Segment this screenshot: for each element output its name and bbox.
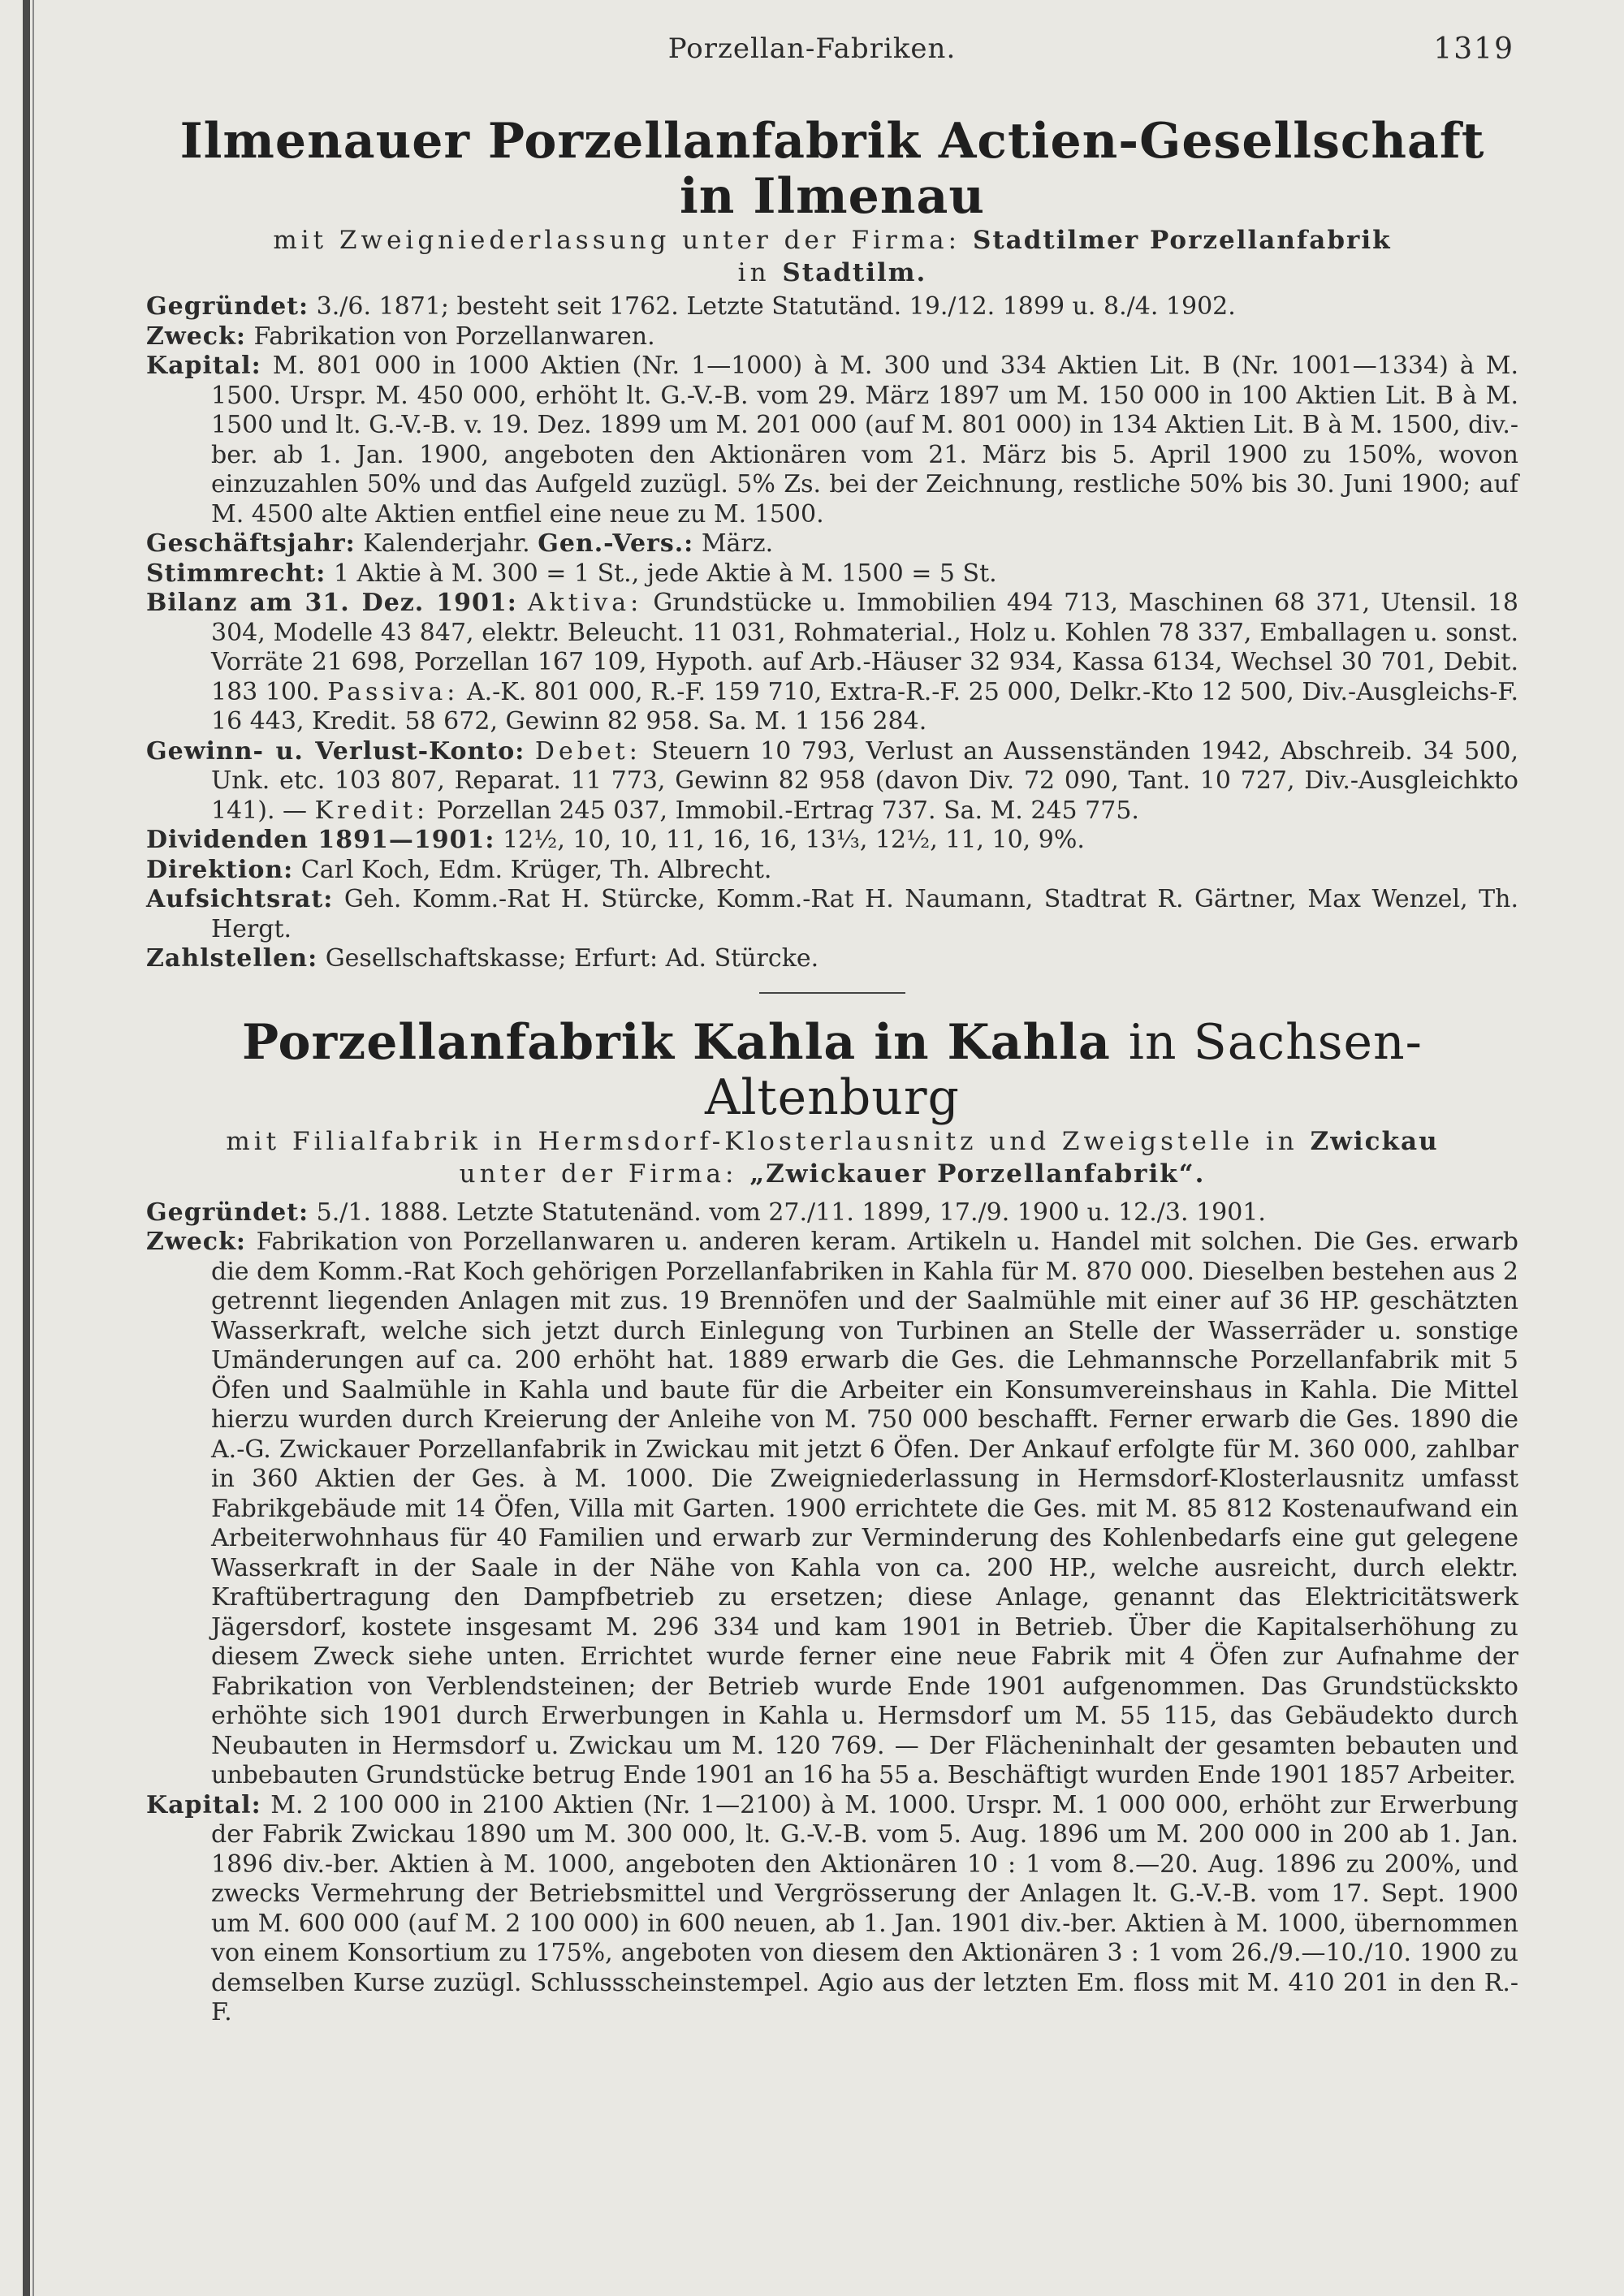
entry-label: Bilanz am 31. Dez. 1901: <box>146 589 517 617</box>
company-subtitle <box>146 1125 1518 1158</box>
subtitle-text: mit Zweigniederlassung unter der Firma: <box>273 226 961 255</box>
subtitle-text: mit Filialfabrik in Hermsdorf-Klosterlausnitz und Zweigstelle in <box>226 1126 1298 1156</box>
entry-label: Gegründet: <box>146 292 309 321</box>
subtitle-firm: „Zwickauer Porzellanfabrik“. <box>749 1159 1206 1189</box>
entry-text: Kalenderjahr. <box>363 529 530 558</box>
entry-text: M. 2 100 000 in 2100 Aktien (Nr. 1—2100) à M. 1000. Urspr. M. 1 000 000, erhöht zur Erwerbung der Fabrik Zwickau 1890 um M. 300 000, lt. G.-V.-B. vom 5. Aug. 1896 um M. 200 000 in 200 ab 1. Jan. 1896 div.-ber. Aktien à M. 1000, angeboten den Aktionären 10 : 1 vom 8.—20. Aug. 1896 zu 200%, und zwecks Vermehrung der Betriebsmittel und Vergrösserung der Anlagen lt. G.-V.-B. vom 17. Sept. 1900 um M. 600 000 (auf M. 2 100 000) in 600 neuen, ab 1. Jan. 1901 div.-ber. Aktien à M. 1000, übernommen von einem Konsortium zu 175%, angeboten von diesem den Aktionären 3 : 1 vom 26./9.—10./10. 1900 zu demselben Kurse zuzügl. Schlussscheinstempel. Agio aus der letzten Em. floss mit M. 410 201 in den R.-F. <box>211 1790 1518 2026</box>
entry-text: Steuern 10 793, Verlust an Aussenständen 1942, Abschreib. 34 500, Unk. etc. 103 807, Reparat. 11 773, Gewinn 82 958 (davon Div. 72 090, Tant. 10 727, Div.-Ausgleichkto 141). — <box>211 736 1518 825</box>
company-title-main: Porzellanfabrik Kahla in Kahla <box>242 1013 1111 1071</box>
company-title: Ilmenauer Porzellanfabrik Actien-Gesellschaft in Ilmenau <box>179 113 1485 225</box>
entry-text: 3./6. 1871; besteht seit 1762. Letzte Statutänd. 19./12. 1899 u. 8./4. 1902. <box>316 292 1236 321</box>
entry-label: Kapital: <box>146 352 261 380</box>
entry-text: Carl Koch, Edm. Krüger, Th. Albrecht. <box>300 855 772 884</box>
company-entry-kahla <box>146 1015 1518 2028</box>
entry-text: Porzellan 245 037, Immobil.-Ertrag 737. Sa. M. 245 775. <box>436 796 1139 825</box>
entry-zweck <box>146 322 1518 352</box>
entry-subheading: Aktiva: <box>527 589 643 617</box>
page-content <box>146 114 1518 2028</box>
entry-gewinn-verlust <box>146 737 1518 826</box>
entry-stimmrecht <box>146 559 1518 589</box>
entry-text: 1 Aktie à M. 300 = 1 St., jede Aktie à M. 1500 = 5 St. <box>333 559 997 588</box>
subtitle-text: unter der Firma: <box>459 1159 738 1189</box>
entry-label: Stimmrecht: <box>146 559 326 588</box>
entry-dividenden <box>146 826 1518 856</box>
binding-edge <box>23 0 30 2296</box>
entry-label: Gen.-Vers.: <box>538 529 694 558</box>
spacer <box>146 1190 1518 1198</box>
entry-text: A.-K. 801 000, R.-F. 159 710, Extra-R.-F. 25 000, Delkr.-Kto 12 500, Div.-Ausgleichs-F. 16 443, Kredit. 58 672, Gewinn 82 958. Sa. M. 1 156 284. <box>211 677 1519 736</box>
company-subtitle <box>146 224 1518 257</box>
entry-text: März. <box>701 529 774 558</box>
entry-label: Zahlstellen: <box>146 944 318 973</box>
company-title-location: in Sachsen-Altenburg <box>705 1013 1423 1126</box>
entry-label: Dividenden 1891—1901: <box>146 826 495 854</box>
entry-gegruendet <box>146 1198 1518 1228</box>
subtitle-firm: Stadtilmer Porzellanfabrik <box>972 226 1392 255</box>
entry-text: 5./1. 1888. Letzte Statutenänd. vom 27./11. 1899, 17./9. 1900 u. 12./3. 1901. <box>316 1198 1266 1227</box>
entry-label: Direktion: <box>146 855 294 884</box>
entry-zahlstellen <box>146 944 1518 974</box>
company-title <box>146 1015 1518 1125</box>
entry-text: M. 801 000 in 1000 Aktien (Nr. 1—1000) à M. 300 und 334 Aktien Lit. B (Nr. 1001—1334) à M. 1500. Urspr. M. 450 000, erhöht lt. G.-V.-B. vom 29. März 1897 um M. 150 000 in 100 Aktien Lit. B à M. 1500 und lt. G.-V.-B. v. 19. Dez. 1899 um M. 201 000 (auf M. 801 000) in 134 Aktien Lit. B à M. 1500, div.-ber. ab 1. Jan. 1900, angeboten den Aktionären vom 21. März bis 5. April 1900 zu 150%, wovon einzuzahlen 50% und das Aufgeld zuzügl. 5% Zs. bei der Zeichnung, restliche 50% bis 30. Juni 1900; auf M. 4500 alte Aktien entfiel eine neue zu M. 1500. <box>211 352 1518 529</box>
binding-edge-line <box>32 0 34 2296</box>
entry-kapital <box>146 352 1518 529</box>
entry-label: Aufsichtsrat: <box>146 885 334 913</box>
entry-text: Grundstücke u. Immobilien 494 713, Maschinen 68 371, Utensil. 18 304, Modelle 43 847, elektr. Beleucht. 11 031, Rohmaterial., Holz u. Kohlen 78 337, Emballagen u. sonst. Vorräte 21 698, Porzellan 167 109, Hypoth. auf Arb.-Häuser 32 934, Kassa 6134, Wechsel 30 701, Debit. 183 100. <box>211 589 1518 706</box>
section-divider <box>759 992 905 994</box>
entry-text: Fabrikation von Porzellanwaren u. anderen keram. Artikeln u. Handel mit solchen. Die Ges. erwarb die dem Komm.-Rat Koch gehörigen Porzellanfabriken in Kahla für M. 870 000. Dieselben bestehen aus 2 getrennt liegenden Anlagen mit zus. 19 Brennöfen und der Saalmühle mit einer auf 36 HP. geschätzten Wasserkraft, welche sich jetzt durch Einlegung von Turbinen an Stelle der Wasserräder u. sonstige Umänderungen auf ca. 200 erhöht hat. 1889 erwarb die Ges. die Lehmannsche Porzellanfabrik mit 5 Öfen und Saalmühle in Kahla und baute für die Arbeiter ein Konsumvereinshaus in Kahla. Die Mittel hierzu wurden durch Kreierung der Anleihe von M. 750 000 beschafft. Ferner erwarb die Ges. 1890 die A.-G. Zwickauer Porzellanfabrik in Zwickau mit jetzt 6 Öfen. Der Ankauf erfolgte für M. 360 000, zahlbar in 360 Aktien der Ges. à M. 1000. Die Zweigniederlassung in Hermsdorf-Klosterlausnitz umfasst Fabrikgebäude mit 14 Öfen, Villa mit Garten. 1900 errichtete die Ges. mit M. 85 812 Kostenaufwand ein Arbeiterwohnhaus für 40 Familien und erwarb zur Verminderung des Kohlenbedarfs eine gut gelegene Wasserkraft in der Saale in der Nähe von Kahla von ca. 200 HP., welche ausreicht, durch elektr. Kraftübertragung den Dampfbetrieb zu ersetzen; diese Anlage, genannt das Elektricitätswerk Jägersdorf, kostete insgesamt M. 296 334 und kam 1901 in Betrieb. Über die Kapitalserhöhung zu diesem Zweck siehe unten. Errichtet wurde ferner eine neue Fabrik mit 4 Öfen zur Aufnahme der Fabrikation von Verblendsteinen; der Betrieb wurde Ende 1901 aufgenommen. Das Grundstückskto erhöhte sich 1901 durch Erwerbungen in Kahla u. Hermsdorf um M. 55 115, das Gebäudekto durch Neubauten in Hermsdorf u. Zwickau um M. 120 769. — Der Flächeninhalt der gesamten bebauten und unbebauten Grundstücke betrug Ende 1901 an 16 ha 55 a. Beschäftigt wurden Ende 1901 1857 Arbeiter. <box>211 1228 1518 1789</box>
entry-gegruendet <box>146 292 1518 322</box>
entry-label: Geschäftsjahr: <box>146 529 356 558</box>
entry-text: Geh. Komm.-Rat H. Stürcke, Komm.-Rat H. Naumann, Stadtrat R. Gärtner, Max Wenzel, Th. Hergt. <box>211 885 1518 943</box>
subtitle-firm: Stadtilm. <box>782 258 927 287</box>
entry-label: Zweck: <box>146 1228 246 1256</box>
entry-subheading: Kredit: <box>314 796 430 825</box>
company-entry-ilmenau <box>146 114 1518 974</box>
entry-subheading: Passiva: <box>327 677 460 706</box>
entry-text: Fabrikation von Porzellanwaren. <box>253 322 655 351</box>
entry-direktion <box>146 856 1518 886</box>
entry-zweck <box>146 1228 1518 1791</box>
page-number: 1319 <box>1433 32 1514 66</box>
entry-subheading: Debet: <box>534 736 641 766</box>
subtitle-text: in <box>737 258 771 287</box>
entry-aufsichtsrat <box>146 885 1518 944</box>
subtitle-firm: Zwickau <box>1310 1126 1439 1156</box>
entry-kapital <box>146 1791 1518 2028</box>
entry-text: Gesellschaftskasse; Erfurt: Ad. Stürcke. <box>325 944 819 973</box>
entry-geschaeftsjahr <box>146 529 1518 559</box>
entry-text: 12½, 10, 10, 11, 16, 16, 13⅓, 12½, 11, 10, 9%. <box>503 826 1085 854</box>
running-title: Porzellan-Fabriken. <box>667 32 957 65</box>
company-subtitle-line2 <box>146 1158 1518 1190</box>
company-subtitle-line2 <box>146 257 1518 289</box>
entry-label: Gewinn- u. Verlust-Konto: <box>146 736 525 766</box>
entry-bilanz <box>146 589 1518 737</box>
entry-label: Kapital: <box>146 1790 261 1819</box>
page-header <box>0 32 1624 73</box>
entry-label: Zweck: <box>146 322 246 351</box>
entry-label: Gegründet: <box>146 1198 309 1227</box>
